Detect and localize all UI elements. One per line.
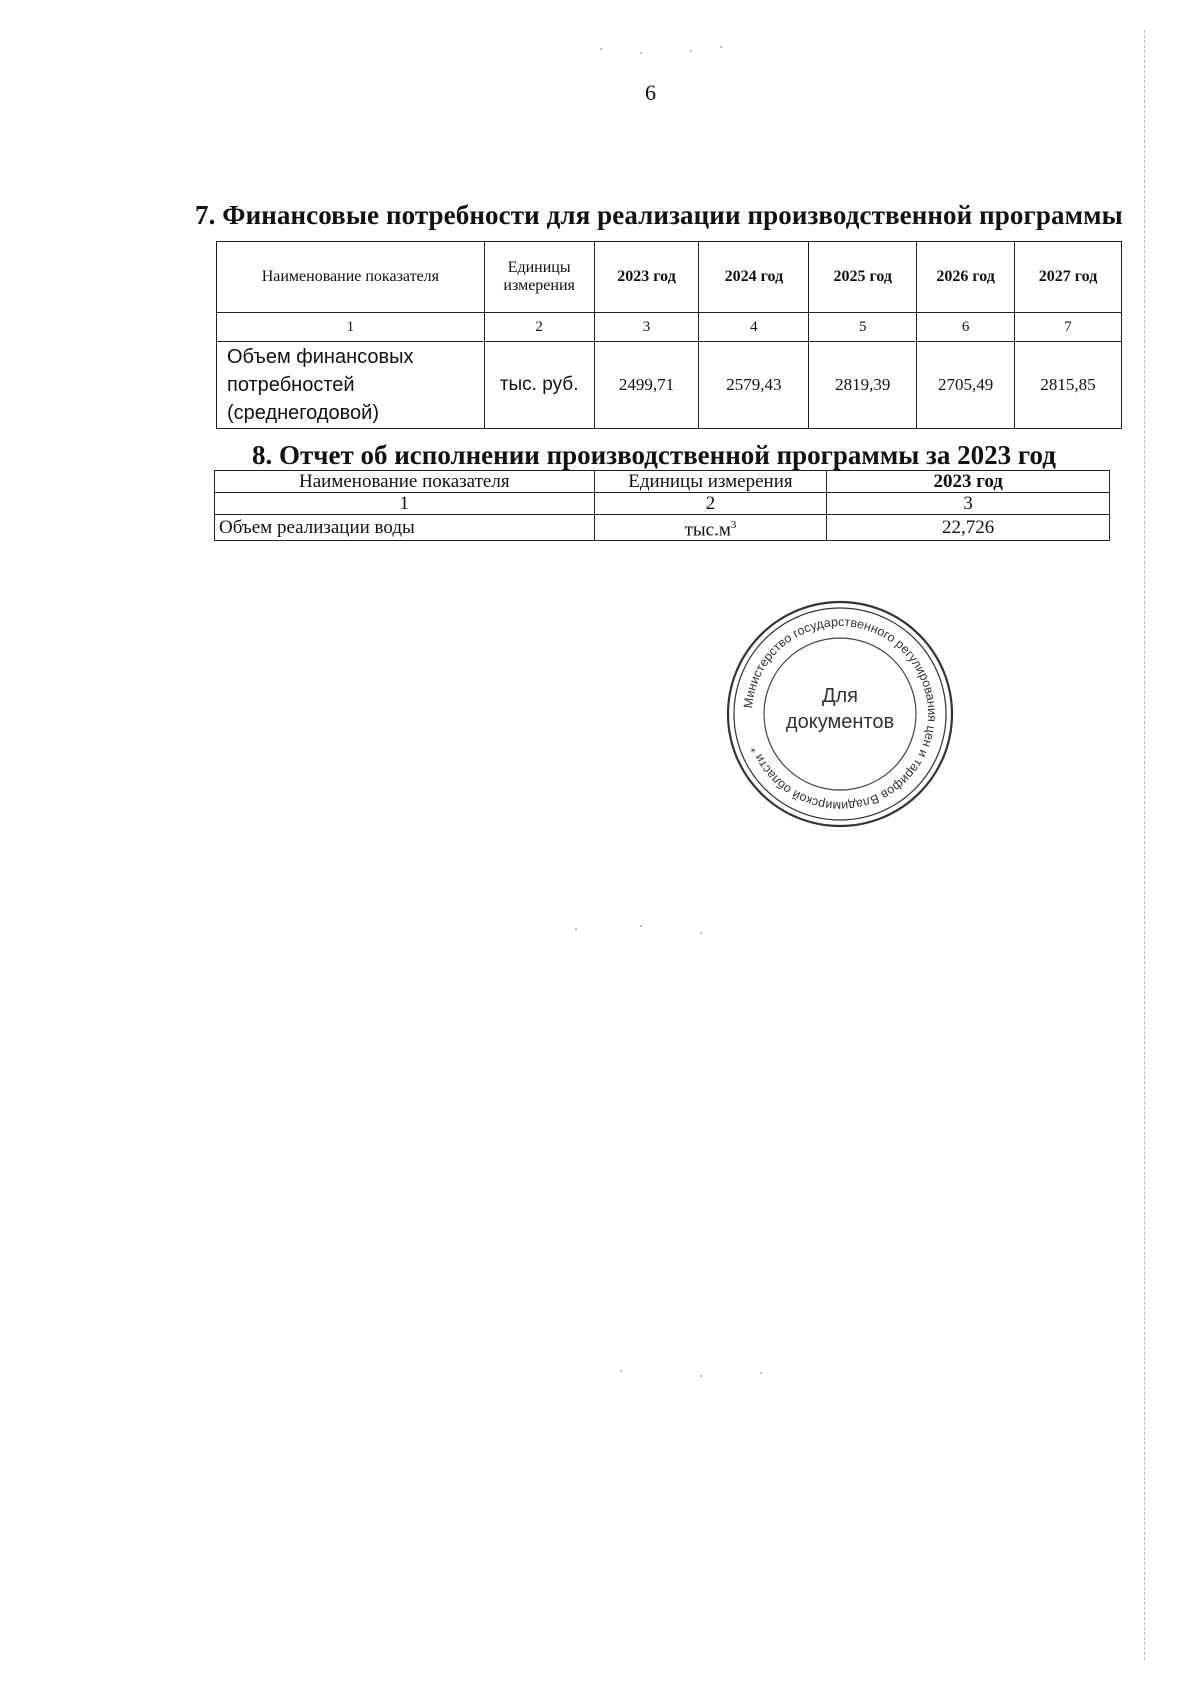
- header-unit: Единицы измерения: [594, 471, 827, 493]
- scan-speck: [600, 48, 602, 50]
- header-year: 2024 год: [699, 242, 809, 313]
- header-year: 2023 год: [594, 242, 699, 313]
- row-value: 2499,71: [594, 342, 699, 429]
- column-number: 2: [594, 493, 827, 515]
- column-number: 7: [1015, 313, 1122, 342]
- stamp-center-line2: документов: [785, 711, 895, 733]
- header-indicator: Наименование показателя: [217, 242, 485, 313]
- scan-speck: [620, 1370, 622, 1372]
- official-stamp: [724, 598, 956, 830]
- row-indicator-name: Объем финансовых потребностей (среднегодовой): [217, 342, 485, 429]
- row-unit: тыс. руб.: [484, 342, 594, 429]
- table-row: [217, 342, 1122, 429]
- header-year: 2025 год: [809, 242, 917, 313]
- column-number-row: [215, 493, 1110, 515]
- table-header-row: [215, 471, 1110, 493]
- column-number: 1: [217, 313, 485, 342]
- scan-speck: [720, 46, 722, 48]
- section-8-title: 8. Отчет об исполнении производственной программы за 2023 год: [252, 440, 1056, 470]
- row-value: 2815,85: [1015, 342, 1122, 429]
- row-value: 2705,49: [917, 342, 1015, 429]
- scan-speck: [690, 50, 692, 52]
- scan-edge-line: [1144, 30, 1145, 1660]
- financial-needs-table: [216, 241, 1122, 429]
- scan-speck: [700, 1375, 702, 1377]
- row-indicator-name: Объем реализации воды: [215, 515, 595, 541]
- row-unit: [594, 515, 827, 541]
- page-number: 6: [645, 80, 656, 105]
- column-number: 2: [484, 313, 594, 342]
- column-number: 3: [594, 313, 699, 342]
- column-number: 6: [917, 313, 1015, 342]
- row-unit-superscript: 3: [730, 519, 737, 531]
- program-execution-table: [214, 470, 1110, 541]
- column-number: 5: [809, 313, 917, 342]
- column-number: 1: [215, 493, 595, 515]
- stamp-center-line1: Для: [821, 685, 859, 707]
- header-year: 2027 год: [1015, 242, 1122, 313]
- row-unit-text: тыс.м: [684, 519, 731, 541]
- row-value: 2819,39: [809, 342, 917, 429]
- scan-speck: [640, 52, 642, 54]
- stamp-ring-text: Министерство государственного регулирования цен и тарифов Владимирской области *: [741, 614, 940, 814]
- column-number: 4: [699, 313, 809, 342]
- column-number: 3: [827, 493, 1110, 515]
- header-unit: Единицы измерения: [484, 242, 594, 313]
- section-7-title: 7. Финансовые потребности для реализации производственной программы: [195, 200, 1123, 230]
- scan-speck: [640, 925, 642, 927]
- scan-speck: [575, 928, 577, 930]
- header-indicator: Наименование показателя: [215, 471, 595, 493]
- column-number-row: [217, 313, 1122, 342]
- scan-speck: [700, 932, 702, 934]
- table-header-row: [217, 242, 1122, 313]
- scan-speck: [760, 1372, 762, 1374]
- row-value: 2579,43: [699, 342, 809, 429]
- row-value: 22,726: [827, 515, 1110, 541]
- table-row: [215, 515, 1110, 541]
- header-year: 2026 год: [917, 242, 1015, 313]
- header-year: 2023 год: [827, 471, 1110, 493]
